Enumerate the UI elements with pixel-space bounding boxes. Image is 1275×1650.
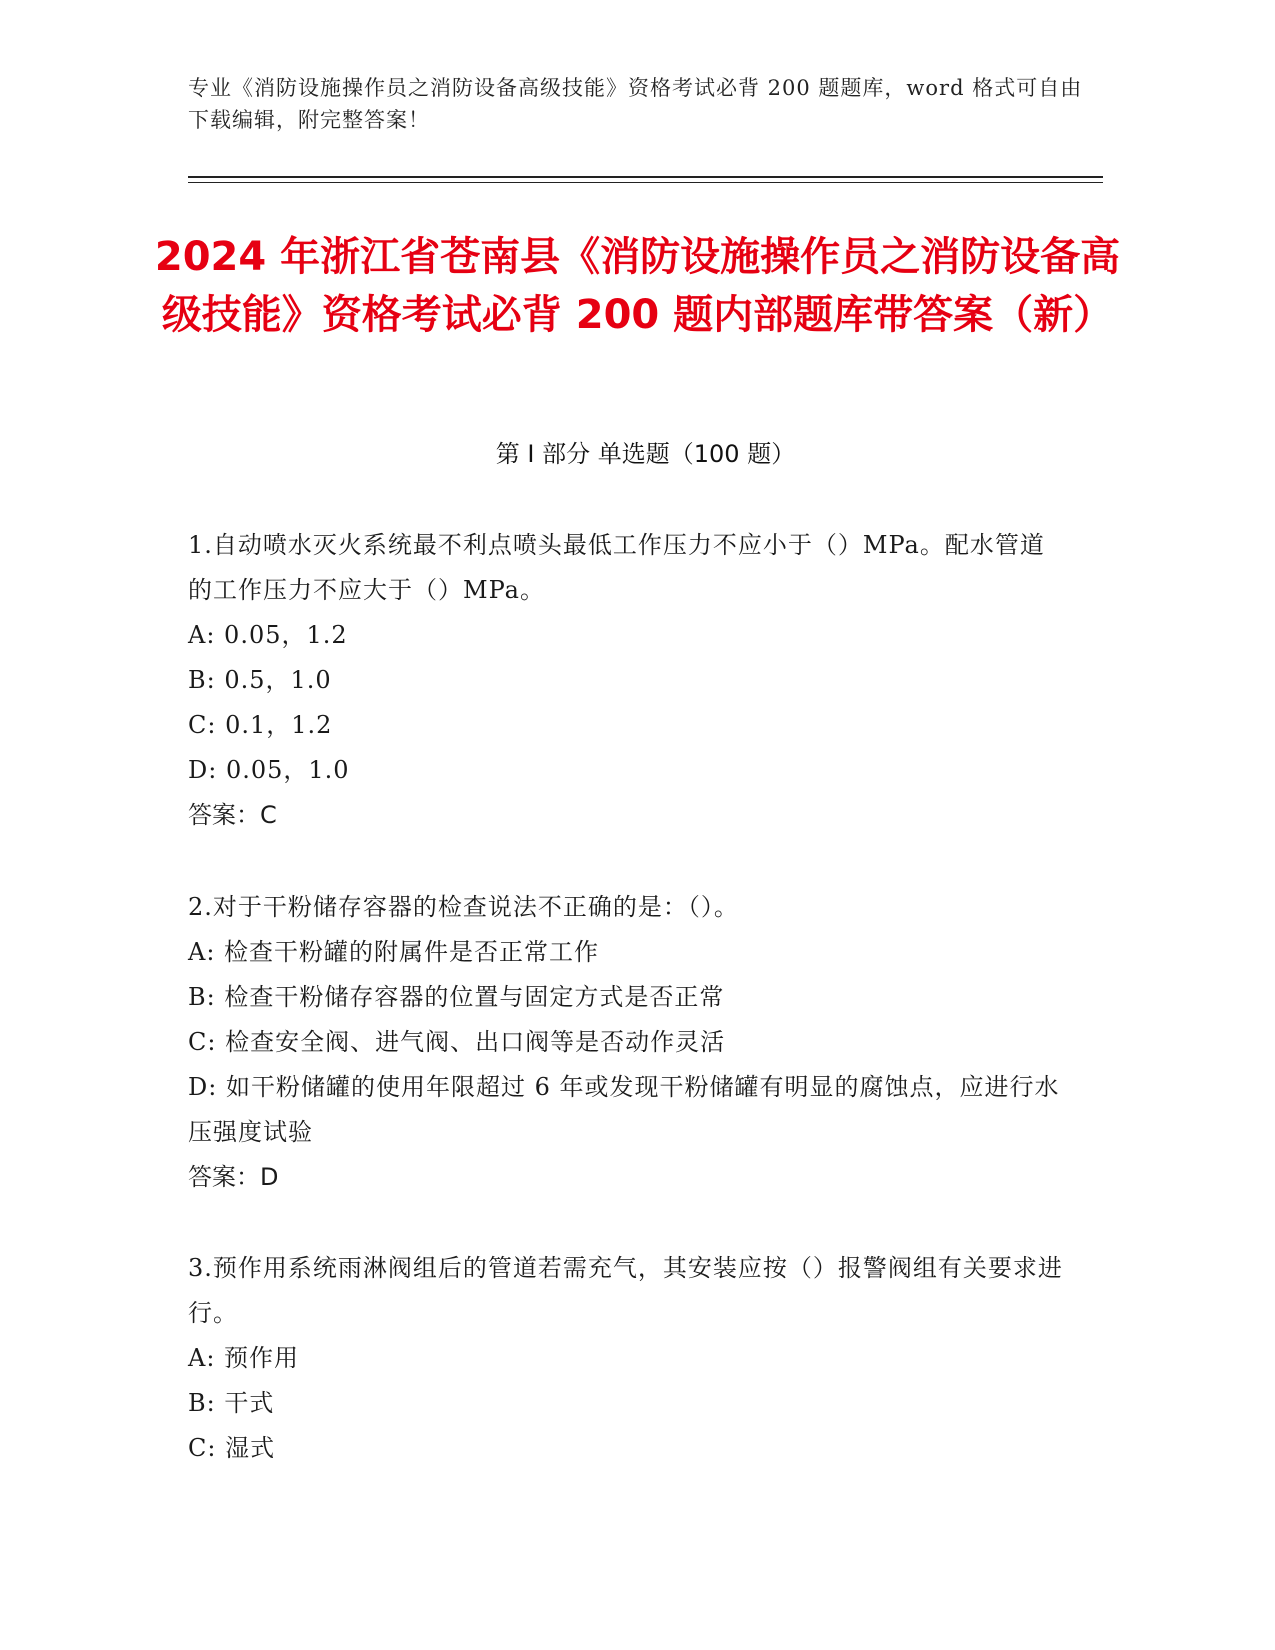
option-c: C: 湿式 [188,1434,276,1462]
document-title: 2024 年浙江省苍南县《消防设施操作员之消防设备高级技能》资格考试必背 200 题内部题库带答案（新） [154,234,1121,338]
option-b: B: 干式 [188,1389,275,1417]
option-a: A: 预作用 [188,1344,300,1372]
header-rule-thin [188,182,1103,183]
option-d: D: 如干粉储罐的使用年限超过 6 年或发现干粉储罐有明显的腐蚀点，应进行水压强度试验 [188,1073,1060,1146]
question-stem: 2.对于干粉储存容器的检查说法不正确的是：（）。 [188,893,739,921]
question-3 [188,1246,1068,1471]
question-stem: 3.预作用系统雨淋阀组后的管道若需充气，其安装应按（）报警阀组有关要求进行。 [188,1254,1063,1327]
option-b: B: 0.5，1.0 [188,666,332,694]
answer: 答案：C [188,801,277,829]
question-1 [188,523,1068,838]
option-d: D: 0.05，1.0 [188,756,350,784]
option-c: C: 0.1，1.2 [188,711,333,739]
option-a: A: 检查干粉罐的附属件是否正常工作 [188,938,600,966]
section-title: 第 I 部分 单选题（100 题） [495,440,796,468]
option-c: C: 检查安全阀、进气阀、出口阀等是否动作灵活 [188,1028,726,1056]
answer: 答案：D [188,1163,279,1191]
header-note: 专业《消防设施操作员之消防设备高级技能》资格考试必背 200 题题库，word 格式可自由下载编辑，附完整答案！ [188,76,1083,132]
question-stem: 1.自动喷水灭火系统最不利点喷头最低工作压力不应小于（）MPa。配水管道的工作压力不应大于（）MPa。 [188,531,1045,604]
option-a: A: 0.05，1.2 [188,621,348,649]
question-2 [188,885,1068,1200]
option-b: B: 检查干粉储存容器的位置与固定方式是否正常 [188,983,725,1011]
header-rule [188,176,1103,178]
